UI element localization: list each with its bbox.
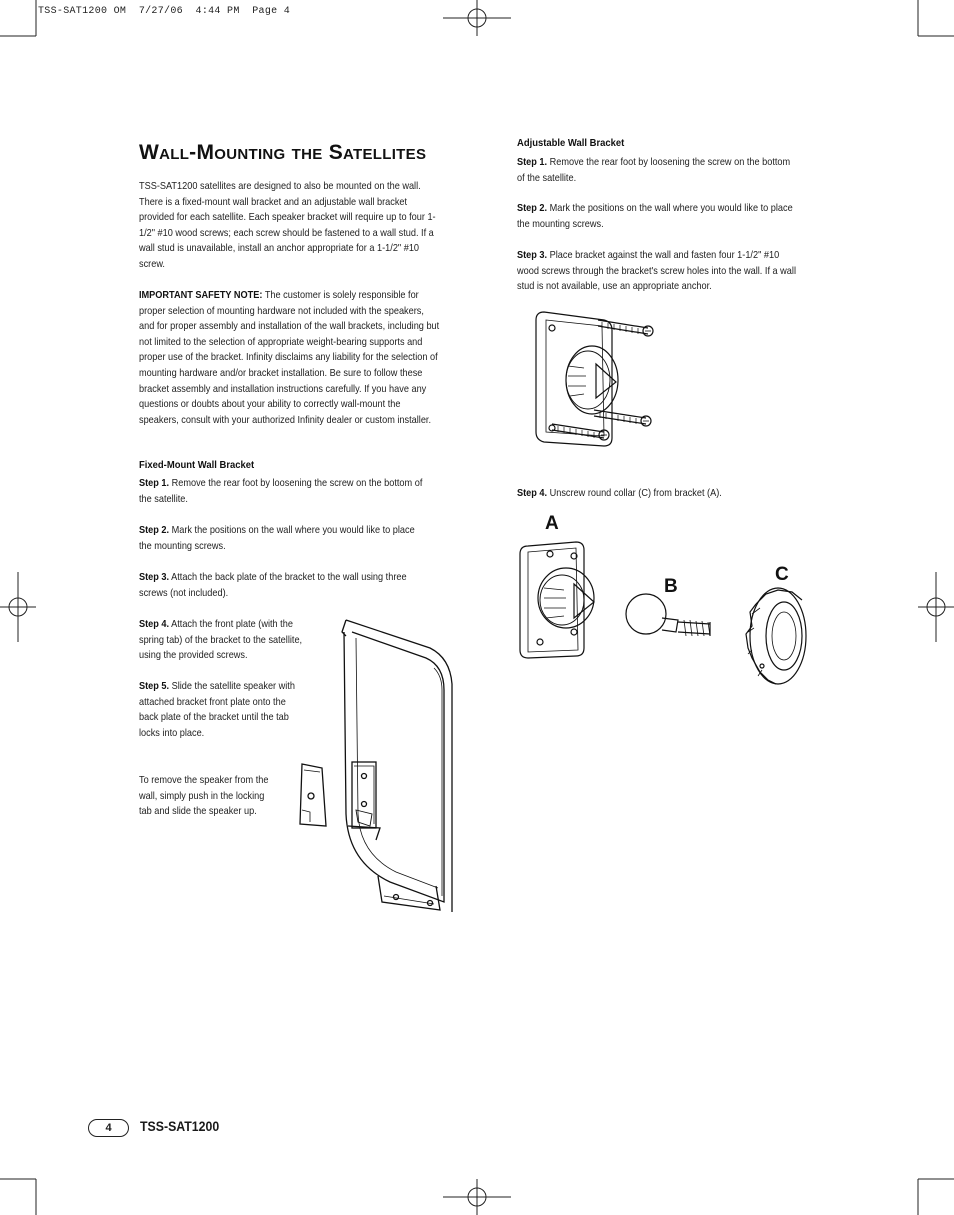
adjustable-step-3	[517, 248, 801, 295]
step-text: Mark the positions on the wall where you would like to place the mounting screws.	[139, 525, 415, 552]
part-c-label: C	[775, 564, 789, 585]
fixed-step-3	[139, 570, 429, 601]
fixed-step-1	[139, 476, 429, 507]
step-text: Remove the rear foot by loosening the screw on the bottom of the satellite.	[139, 478, 423, 505]
adjustable-heading: Adjustable Wall Bracket	[517, 137, 625, 149]
print-slug: TSS-SAT1200 OM 7/27/06 4:44 PM Page 4	[38, 6, 291, 17]
fixed-mount-heading: Fixed-Mount Wall Bracket	[139, 459, 255, 471]
adjustable-bracket-screws-illustration	[528, 304, 658, 454]
step-label: Step 4.	[139, 619, 170, 630]
step-label: Step 1.	[517, 157, 548, 168]
part-a-label: A	[545, 513, 559, 534]
step-text: Attach the back plate of the bracket to the wall using three screws (not included).	[139, 572, 407, 599]
intro-paragraph: TSS-SAT1200 satellites are designed to also be mounted on the wall. There is a fixed-mount wall bracket and an adjustable wall bracket provided for each satellite. Each speaker bracket will require up to four 1-1/2" #10 wood screws; each screw should be fastened to a wall stud. If a wall stud is unavailable, install an anchor appropriate for a 1-1/2" #10 screw.	[139, 181, 436, 270]
adjustable-step-2	[517, 201, 796, 232]
step-label: Step 5.	[139, 681, 170, 692]
step-text: Place bracket against the wall and fasten four 1-1/2" #10 wood screws through the bracket's screw holes into the wall. If a wall stud is not available, use an appropriate anchor.	[517, 250, 796, 293]
adjustable-step-4	[517, 486, 801, 502]
step-text: Unscrew round collar (C) from bracket (A).	[547, 488, 722, 499]
part-b-label: B	[664, 576, 678, 597]
safety-note-label: IMPORTANT SAFETY NOTE:	[139, 290, 263, 301]
safety-note-text: The customer is solely responsible for proper selection of mounting hardware not included with the speakers, and for proper assembly and installation of the wall brackets, including but not limited to the selection of appropriate weight-bearing supports and proper use of the bracket. Infinity disclaims any liability for the selection of mounting hardware and/or bracket installation. Be sure to follow these bracket assembly and installation instructions carefully. If you have any questions or doubts about your ability to correctly wall-mount the speakers, consult with your authorized Infinity dealer or custom installer.	[139, 290, 440, 426]
footer-model-name: TSS-SAT1200	[140, 1118, 220, 1134]
step-text: Attach the front plate (with the spring tab) of the bracket to the satellite, using the provided screws.	[139, 619, 303, 662]
parts-abc-illustration	[516, 508, 816, 690]
remove-speaker-note: To remove the speaker from the wall, simply push in the locking tab and slide the speaker up.	[139, 775, 269, 818]
fixed-mount-illustration	[294, 614, 464, 914]
step-label: Step 4.	[517, 488, 548, 499]
step-text: Mark the positions on the wall where you would like to place the mounting screws.	[517, 203, 793, 230]
step-label: Step 2.	[517, 203, 548, 214]
step-label: Step 3.	[517, 250, 548, 261]
page-title: Wall-Mounting the Satellites	[139, 141, 427, 164]
step-text: Slide the satellite speaker with attached bracket front plate onto the back plate of the bracket until the tab locks into place.	[139, 681, 295, 739]
step-label: Step 3.	[139, 572, 170, 583]
fixed-step-2	[139, 523, 429, 554]
fixed-step-4	[139, 617, 319, 664]
page-number: 4	[88, 1119, 129, 1137]
step-label: Step 1.	[139, 478, 170, 489]
adjustable-step-1	[517, 155, 796, 186]
step-text: Remove the rear foot by loosening the screw on the bottom of the satellite.	[517, 157, 791, 184]
safety-note	[139, 288, 440, 428]
fixed-step-5	[139, 679, 299, 741]
step-label: Step 2.	[139, 525, 170, 536]
